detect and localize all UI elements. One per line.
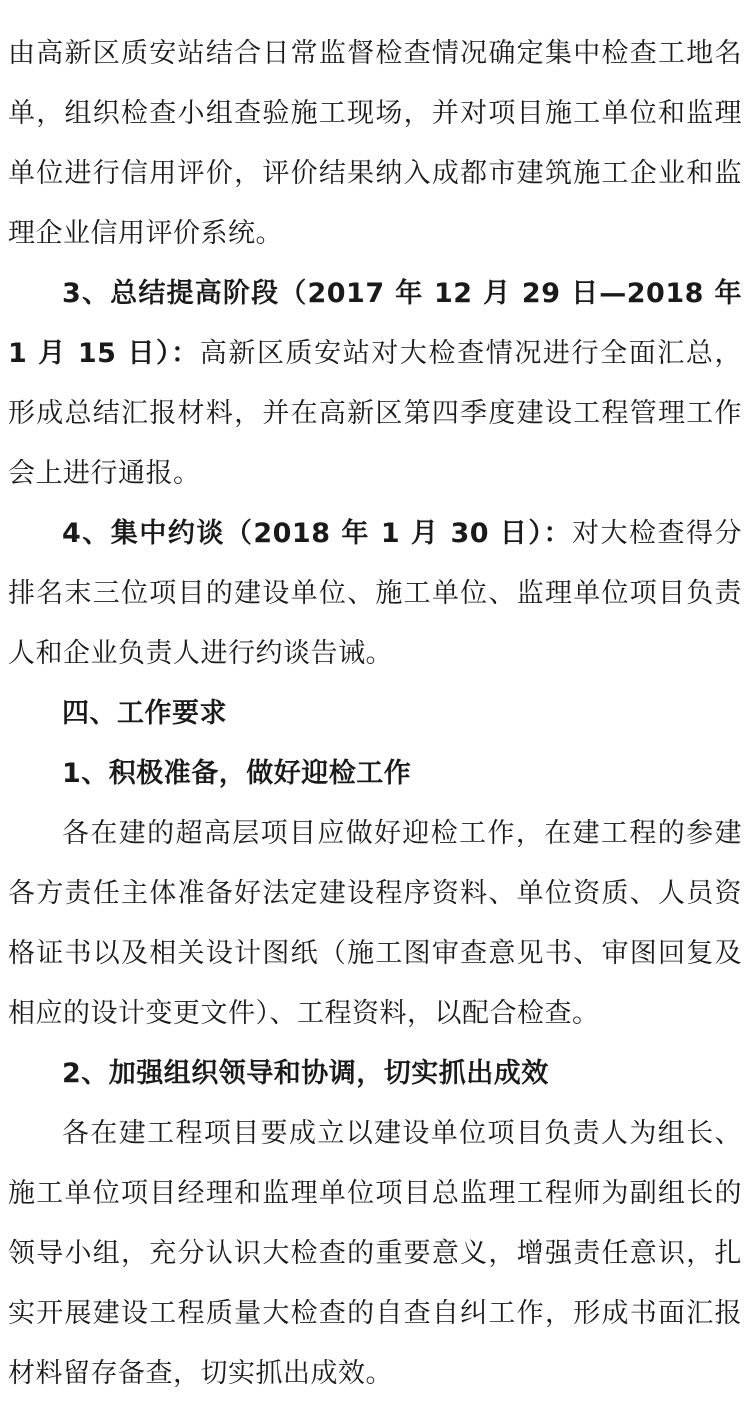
stage-4-lead: 4、集中约谈（2018 年 1 月 30 日）：	[62, 518, 572, 549]
requirement-1-body: 各在建的超高层项目应做好迎检工作，在建工程的参建各方责任主体准备好法定建设程序资料、单位资质、人员资格证书以及相关设计图纸（施工图审查意见书、审图回复及相应的设计变更文件）、工程资料，以配合检查。	[8, 818, 742, 1029]
requirement-1-title: 1、积极准备，做好迎检工作	[62, 758, 412, 789]
requirement-2-body: 各在建工程项目要成立以建设单位项目负责人为组长、施工单位项目经理和监理单位项目总监理工程师为副组长的领导小组，充分认识大检查的重要意义，增强责任意识，扎实开展建设工程质量大检查的自查自纠工作，形成书面汇报材料留存备查，切实抓出成效。	[8, 1118, 742, 1389]
paragraph-intro-continuation: 由高新区质安站结合日常监督检查情况确定集中检查工地名单，组织检查小组查验施工现场，并对项目施工单位和监理单位进行信用评价，评价结果纳入成都市建筑施工企业和监理企业信用评价系统。	[8, 38, 742, 249]
stage-3-lead: 3、总结提高阶段（2017 年 12 月 29 日—2018 年 1 月 15 日）：	[8, 278, 742, 369]
stage-3-paragraph	[8, 264, 742, 504]
stage-3-body: 高新区质安站对大检查情况进行全面汇总，形成总结汇报材料，并在高新区第四季度建设工程管理工作会上进行通报。	[8, 338, 743, 489]
section-title-work-requirements: 四、工作要求	[62, 698, 227, 729]
stage-4-paragraph	[8, 504, 742, 684]
requirement-2-title: 2、加强组织领导和协调，切实抓出成效	[62, 1058, 549, 1089]
stage-4-body: 对大检查得分排名末三位项目的建设单位、施工单位、监理单位项目负责人和企业负责人进行约谈告诫。	[8, 518, 742, 669]
